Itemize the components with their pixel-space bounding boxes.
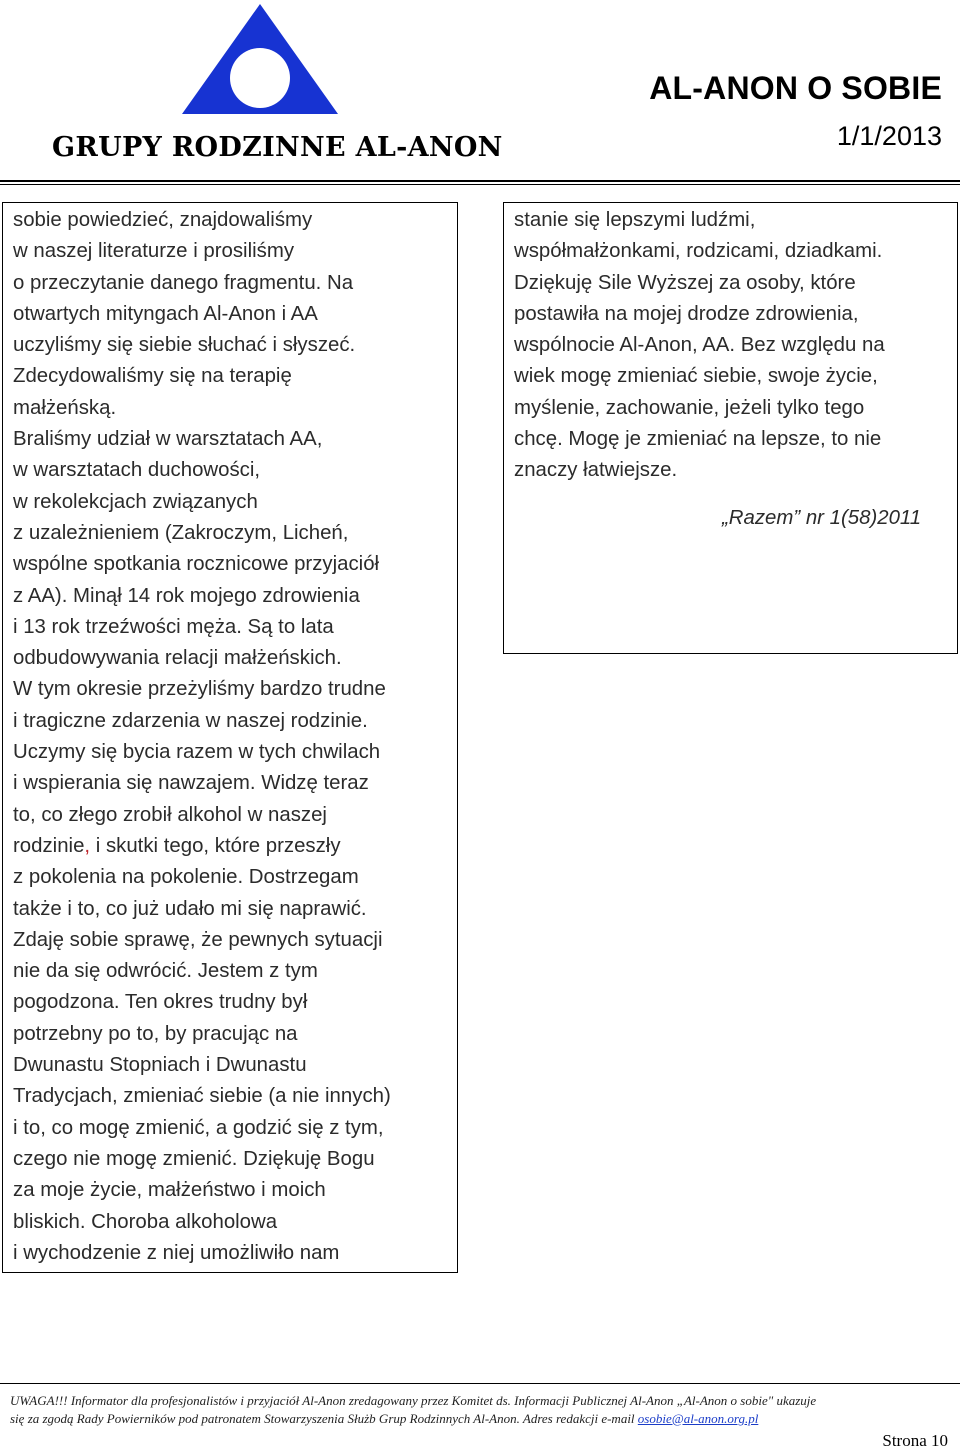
text-line: pogodzona. Ten okres trudny był [13, 991, 308, 1014]
text-line: z AA). Minął 14 rok mojego zdrowienia [13, 584, 360, 607]
text-line: i tragiczne zdarzenia w naszej rodzinie. [13, 709, 368, 732]
text-line: znaczy łatwiejsze. [514, 459, 678, 482]
text-line: postawiła na mojej drodze zdrowienia, [514, 302, 859, 325]
text-line: także i to, co już udało mi się naprawić. [13, 897, 367, 920]
text-line: czego nie mogę zmienić. Dziękuję Bogu [13, 1147, 375, 1170]
text-line: w naszej literaturze i prosiliśmy [13, 240, 295, 263]
text-line: Uczymy się bycia razem w tych chwilach [13, 741, 381, 764]
text-line: i 13 rok trzeźwości męża. Są to lata [13, 615, 334, 638]
text-line: chcę. Mogę je zmieniać na lepsze, to nie [514, 428, 882, 451]
text-line: i wspierania się nawzajem. Widzę teraz [13, 772, 369, 795]
text-line: w warsztatach duchowości, [13, 459, 261, 482]
header-divider [0, 180, 960, 182]
text-line: w rekolekcjach związanych [13, 490, 258, 513]
source-citation: „Razem” nr 1(58)2011 [722, 506, 922, 529]
text-fragment: i skutki tego, które przeszły [90, 834, 341, 857]
text-line: Braliśmy udział w warsztatach AA, [13, 428, 323, 451]
text-line [13, 831, 457, 862]
text-line: otwartych mityngach Al-Anon i AA [13, 302, 318, 325]
red-comma: , [84, 834, 91, 857]
footer-divider [0, 1383, 960, 1384]
text-line: Zdecydowaliśmy się na terapię [13, 365, 292, 388]
text-line: wspólne spotkania rocznicowe przyjaciół [13, 553, 380, 576]
triangle-in-circle-icon [160, 2, 360, 116]
text-line: małżeńską. [13, 396, 117, 419]
footer-notice [10, 1392, 955, 1427]
text-line: potrzebny po to, by pracując na [13, 1022, 298, 1045]
footer-line [10, 1410, 955, 1428]
text-line: za moje życie, małżeństwo i moich [13, 1179, 326, 1202]
text-line: uczyliśmy się siebie słuchać i słyszeć. [13, 334, 356, 357]
text-line: Dziękuję Sile Wyższej za osoby, które [514, 271, 856, 294]
left-text-column [2, 202, 458, 1273]
text-line: nie da się odwrócić. Jestem z tym [13, 960, 318, 983]
text-line: z pokolenia na pokolenie. Dostrzegam [13, 866, 359, 889]
text-line: o przeczytanie danego fragmentu. Na [13, 271, 354, 294]
text-line: i to, co mogę zmienić, a godzić się z tym, [13, 1116, 384, 1139]
text-line: Dwunastu Stopniach i Dwunastu [13, 1054, 307, 1077]
text-fragment: rodzinie [13, 834, 85, 857]
text-line: to, co złego zrobił alkohol w naszej [13, 803, 327, 826]
text-line: stanie się lepszymi ludźmi, [514, 209, 756, 231]
text-line: myślenie, zachowanie, jeżeli tylko tego [514, 396, 865, 419]
text-line: wiek mogę zmieniać siebie, swoje życie, [514, 365, 878, 388]
org-name: GRUPY RODZINNE AL-ANON [52, 132, 503, 163]
text-line: wspólnocie Al-Anon, AA. Bez względu na [514, 334, 885, 357]
email-link[interactable]: osobie@al-anon.org.pl [637, 1410, 759, 1426]
right-text-column [503, 202, 958, 654]
page-number: Strona 10 [882, 1431, 948, 1450]
text-line: z uzależnieniem (Zakroczym, Licheń, [13, 521, 349, 544]
text-line: odbudowywania relacji małżeńskich. [13, 647, 342, 670]
text-line: Zdaję sobie sprawę, że pewnych sytuacji [13, 928, 383, 951]
text-line: bliskich. Choroba alkoholowa [13, 1210, 278, 1233]
document-title: AL-ANON O SOBIE [649, 70, 942, 106]
text-line: W tym okresie przeżyliśmy bardzo trudne [13, 678, 386, 701]
footer-line: UWAGA!!! Informator dla profesjonalistów i przyjaciół Al-Anon zredagowany przez Komitet ds. Informacji Publicznej Al-Anon „Al-Anon o sobie" ukazuje [10, 1393, 817, 1408]
document-date: 1/1/2013 [836, 121, 942, 151]
text-line: sobie powiedzieć, znajdowaliśmy [13, 209, 313, 231]
header-divider-thin [0, 184, 960, 185]
text-line: Tradycjach, zmieniać siebie (a nie innych) [13, 1085, 391, 1108]
text-line: i wychodzenie z niej umożliwiło nam [13, 1241, 340, 1264]
footer-text: się za zgodą Rady Powierników pod patronatem Stowarzyszenia Służb Grup Rodzinnych Al-Anon. Adres redakcji e-mail [10, 1410, 638, 1426]
text-line: współmałżonkami, rodzicami, dziadkami. [514, 240, 883, 263]
